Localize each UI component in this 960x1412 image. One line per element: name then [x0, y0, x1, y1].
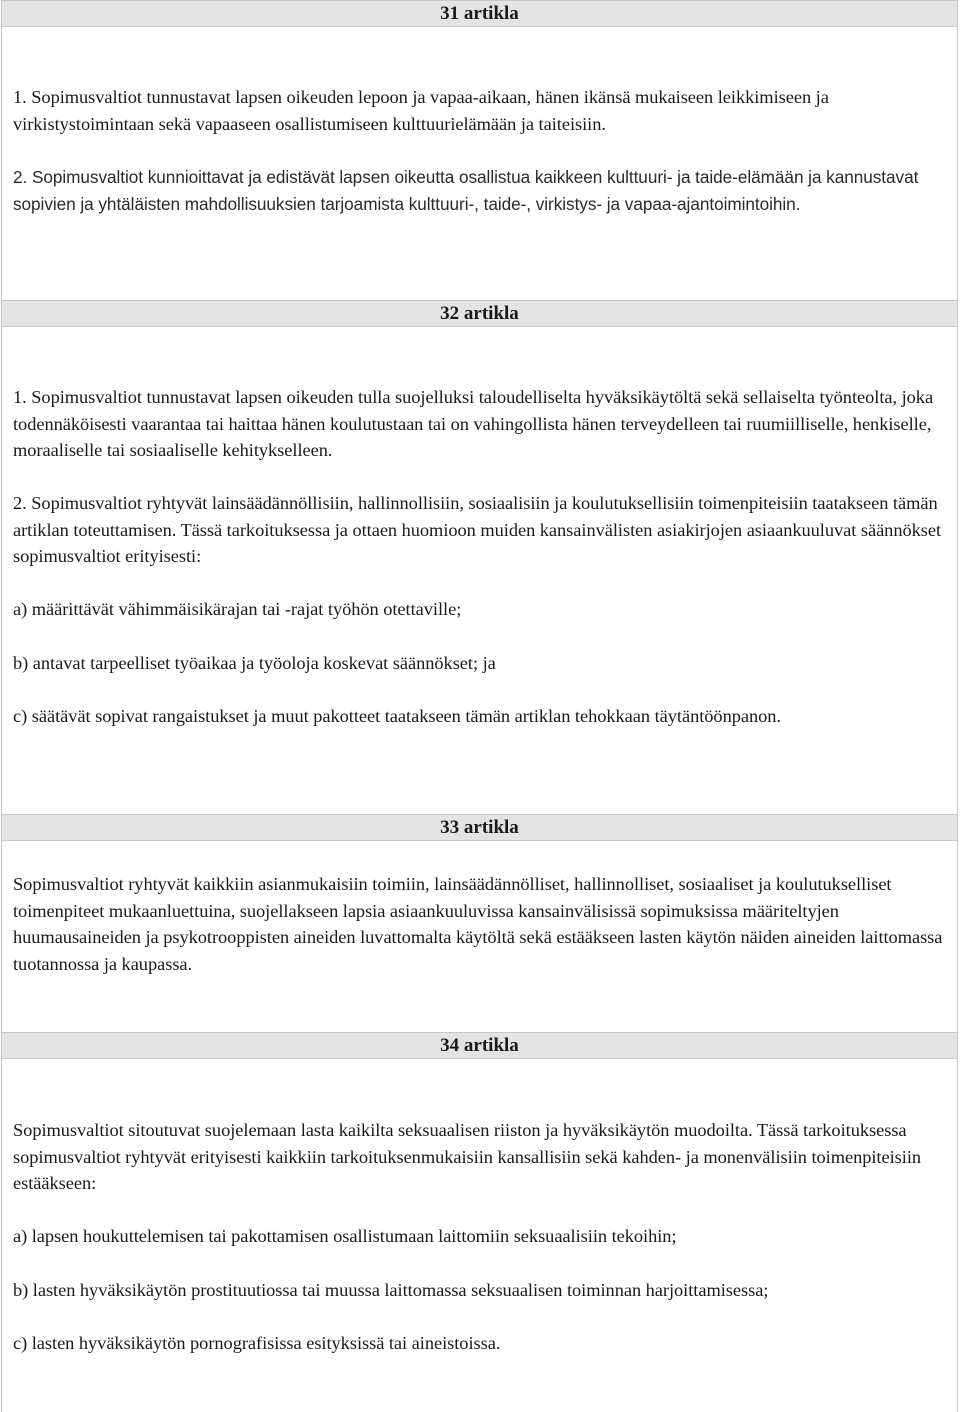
article-32-paragraph-1: 1. Sopimusvaltiot tunnustavat lapsen oikeuden tulla suojelluksi taloudelliselta hyväksikäytöltä sekä sellaiselta työnteolta, joka todennäköisesti vaarantaa tai haittaa hänen koulutustaan tai on vahingollista hänen terveydelleen tai ruumiilliselle, henkiselle, moraaliselle tai sosiaaliselle kehitykselleen.	[13, 387, 934, 461]
article-34-item-a: a) lapsen houkuttelemisen tai pakottamisen osallistumaan laittomiin seksuaalisiin tekoihin;	[13, 1226, 677, 1246]
article-34-item-b: b) lasten hyväksikäytön prostituutiossa tai muussa laittomassa seksuaalisen toiminnan harjoittamisessa;	[13, 1280, 769, 1300]
article-34-paragraph-1: Sopimusvaltiot sitoutuvat suojelemaan lasta kaikilta seksuaalisen riiston ja hyväksikäytön muodoilta. Tässä tarkoituksessa sopimusvaltiot ryhtyvät erityisesti kaikkiin tarkoituksenmukaisiin kansallisiin sekä kahden- ja monenvälisiin toimenpiteisiin estääkseen:	[13, 1120, 922, 1194]
article-32-item-a: a) määrittävät vähimmäisikärajan tai -rajat työhön otettaville;	[13, 599, 462, 619]
article-31-paragraph-2: 2. Sopimusvaltiot kunnioittavat ja edistävät lapsen oikeutta osallistua kaikkeen kulttuuri- ja taide-elämään ja kannustavat sopivien ja yhtäläisten mahdollisuuksien tarjoamista kulttuuri-, taide-, virkistys- ja vapaa-ajantoimintoihin.	[13, 167, 919, 214]
article-32-heading: 32 artikla	[1, 300, 958, 327]
article-34-heading: 34 artikla	[1, 1032, 958, 1059]
article-33-heading: 33 artikla	[1, 814, 958, 841]
article-31-paragraph-1: 1. Sopimusvaltiot tunnustavat lapsen oikeuden lepoon ja vapaa-aikaan, hänen ikänsä mukaiseen leikkimiseen ja virkistystoimintaan sekä vapaaseen osallistumiseen kulttuurielämään ja taiteisiin.	[13, 87, 829, 134]
article-32-item-c: c) säätävät sopivat rangaistukset ja muut pakotteet taatakseen tämän artiklan tehokkaan täytäntöönpanon.	[13, 706, 781, 726]
article-33-paragraph-1: Sopimusvaltiot ryhtyvät kaikkiin asianmukaisiin toimiin, lainsäädännölliset, hallinnolliset, sosiaaliset ja koulutukselliset toimenpiteet mukaanluettuina, suojellakseen lapsia asiaankuuluvissa kansainvälisissä sopimuksissa määriteltyjen huumausaineiden ja psykotrooppisten aineiden luvattomalta käytöltä sekä estääkseen lasten käytön näiden aineiden laittomassa tuotannossa ja kaupassa.	[13, 874, 943, 974]
article-31-heading: 31 artikla	[1, 0, 958, 27]
article-31-frame	[1, 0, 958, 301]
article-34-item-c: c) lasten hyväksikäytön pornografisissa esityksissä tai aineistoissa.	[13, 1333, 501, 1353]
article-32-item-b: b) antavat tarpeelliset työaikaa ja työoloja koskevat säännökset; ja	[13, 653, 496, 673]
article-32-paragraph-2: 2. Sopimusvaltiot ryhtyvät lainsäädännöllisiin, hallinnollisiin, sosiaalisiin ja koulutuksellisiin toimenpiteisiin taatakseen tämän artiklan toteuttamisen. Tässä tarkoituksessa ja ottaen huomioon muiden kansainvälisten asiakirjojen asiaankuuluvat säännökset sopimusvaltiot erityisesti:	[13, 493, 942, 567]
